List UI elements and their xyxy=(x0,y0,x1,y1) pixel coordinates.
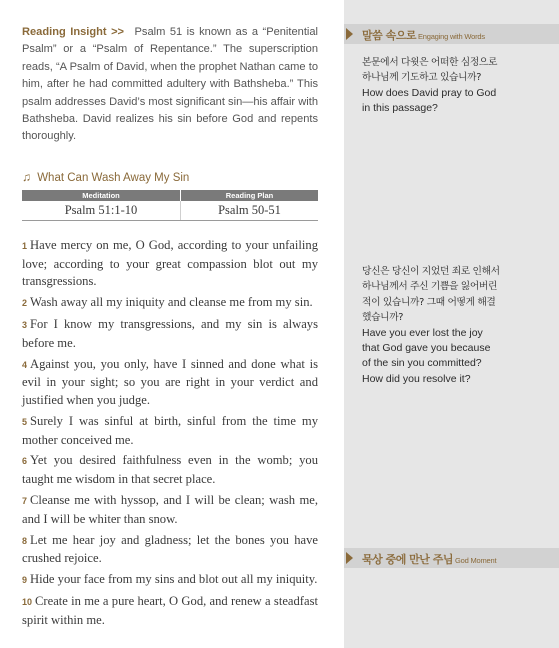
reading-plan-value: Psalm 50-51 xyxy=(181,201,318,221)
triangle-marker-icon xyxy=(346,552,353,564)
meditation-value: Psalm 51:1-10 xyxy=(22,201,181,221)
god-moment-header xyxy=(344,548,559,568)
verse-text: Cleanse me with hyssop, and I will be clean; wash me, and I will be whiter than snow. xyxy=(22,493,318,526)
verse xyxy=(22,492,318,528)
heading-ko: 말씀 속으로 xyxy=(362,29,416,42)
verse-number: 10 xyxy=(22,597,33,608)
verse-number: 4 xyxy=(22,359,28,370)
verse xyxy=(22,356,318,410)
reading-plan-header: Reading Plan xyxy=(181,190,318,201)
verse-number: 2 xyxy=(22,298,28,309)
verse-text: Wash away all my iniquity and cleanse me from my sin. xyxy=(30,295,313,310)
verse-text: Hide your face from my sins and blot out all my iniquity. xyxy=(30,572,318,587)
verse xyxy=(22,413,318,449)
insight-arrows: >> xyxy=(111,26,125,38)
question-2-en: Have you ever lost the joy that God gave you because of the sin you committed? How did you resolve it? xyxy=(362,326,491,385)
verse-text: Let me hear joy and gladness; let the bones you have crushed rejoice. xyxy=(22,532,318,566)
verse-number: 5 xyxy=(22,416,28,427)
verse-text: Create in me a pure heart, O God, and renew a steadfast spirit within me. xyxy=(22,594,318,627)
reading-section-title xyxy=(22,170,318,184)
verse-number: 7 xyxy=(22,496,28,507)
insight-label: Reading Insight xyxy=(22,26,107,38)
reading-table xyxy=(22,190,318,221)
verse-text: For I know my transgressions, and my sin is always before me. xyxy=(22,317,318,350)
music-note-icon: ♫ xyxy=(22,170,31,184)
triangle-marker-icon xyxy=(346,28,353,40)
insight-text: Psalm 51 is known as a “Penitential Psalm” or a “Psalm of Repentance.” The superscription reads, “A Psalm of David, when the prophet Nathan came to him, after he had committed adultery with Bathsheba.” This psalm addresses David’s most significant sin—his affair with Bathsheba. David realizes his sin before God and repents thoroughly. xyxy=(22,26,318,143)
verse xyxy=(22,316,318,352)
verse xyxy=(22,452,318,488)
verse-number: 9 xyxy=(22,575,28,586)
verse-text: Have mercy on me, O God, according to your unfailing love; according to your great compassion blot out my transgressions. xyxy=(22,238,318,289)
question-1-en: How does David pray to God in this passage? xyxy=(362,86,497,115)
heading-en: God Moment xyxy=(455,556,497,565)
verse-list xyxy=(22,237,318,633)
verse-number: 8 xyxy=(22,535,28,546)
verse xyxy=(22,532,318,568)
engaging-with-words-header xyxy=(344,24,559,44)
verse xyxy=(22,593,318,629)
verse xyxy=(22,294,318,313)
question-1-ko: 본문에서 다윗은 어떠한 심정으로 하나님께 기도하고 있습니까? xyxy=(362,57,498,84)
verse-number: 3 xyxy=(22,320,28,331)
verse xyxy=(22,571,318,590)
heading-en: Engaging with Words xyxy=(417,32,485,41)
verse-number: 1 xyxy=(22,241,28,251)
section-heading xyxy=(362,27,485,43)
reading-insight xyxy=(22,24,318,146)
verse-text: Against you, you only, have I sinned and done what is evil in your sight; so you are right in your verdict and justified when you judge. xyxy=(22,356,318,407)
question-2 xyxy=(362,264,502,387)
question-1 xyxy=(362,55,502,117)
heading-ko: 묵상 중에 만난 주님 xyxy=(362,553,453,566)
verse xyxy=(22,237,318,291)
section-heading xyxy=(362,551,496,567)
verse-text: Yet you desired faithfulness even in the womb; you taught me wisdom in that secret place. xyxy=(22,453,318,487)
question-2-ko: 당신은 당신이 지었던 죄로 인해서 하나님께서 주신 기쁨을 잃어버린 적이 있습니까? 그때 어떻게 해결했습니까? xyxy=(362,266,500,324)
verse-text: Surely I was sinful at birth, sinful from the time my mother conceived me. xyxy=(22,413,318,447)
reading-title-text: What Can Wash Away My Sin xyxy=(37,172,190,184)
verse-number: 6 xyxy=(22,456,28,467)
meditation-header: Meditation xyxy=(22,190,181,201)
side-panel xyxy=(344,0,559,648)
